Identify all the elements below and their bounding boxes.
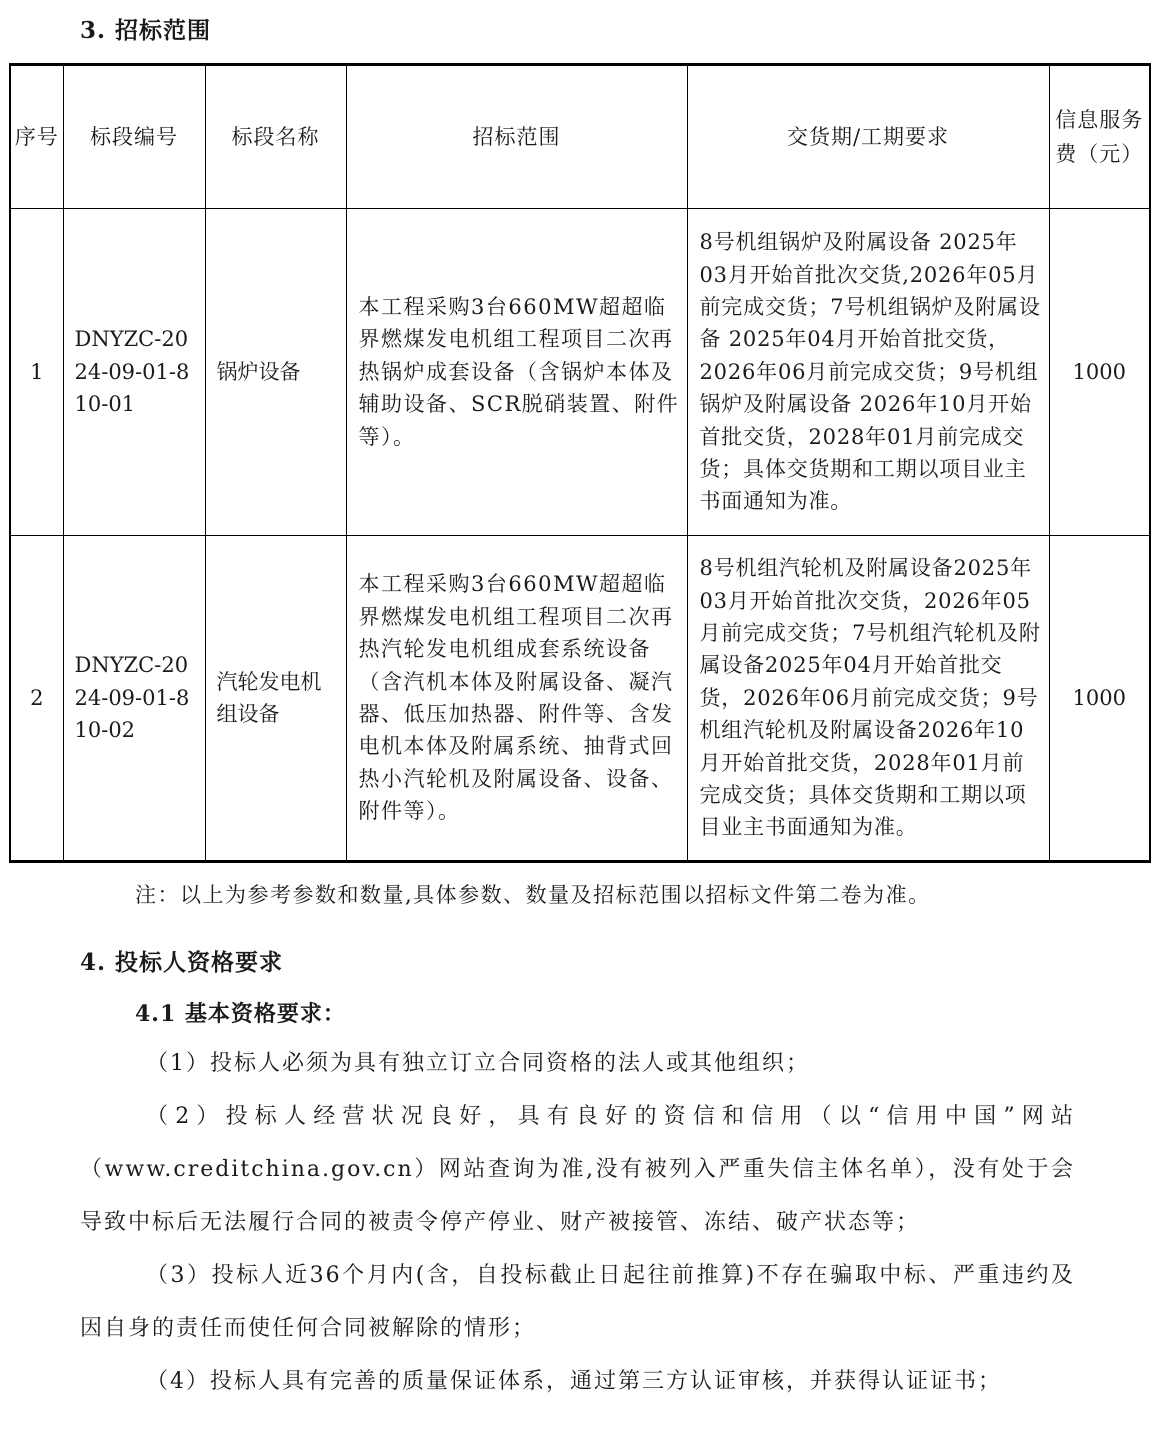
table-row [10, 209, 1150, 536]
cell-bid-scope: 本工程采购3台660MW超超临界燃煤发电机组工程项目二次再热汽轮发电机组成套系统设备（含汽机本体及附属设备、凝汽器、低压加热器、附件等、含发电机本体及附属系统、抽背式回热小汽轮机及附属设备、设备、附件等）。 [346, 536, 687, 862]
header-delivery: 交货期/工期要求 [687, 65, 1049, 209]
header-bid-scope: 招标范围 [346, 65, 687, 209]
table-header-row [10, 65, 1150, 209]
qualification-item-4: （4）投标人具有完善的质量保证体系，通过第三方认证审核，并获得认证证书； [146, 1369, 1002, 1394]
cell-seq: 1 [10, 209, 63, 536]
cell-seq: 2 [10, 536, 63, 862]
header-section-name: 标段名称 [205, 65, 346, 209]
cell-delivery: 8号机组锅炉及附属设备 2025年03月开始首批次交货,2026年05月前完成交货；7号机组锅炉及附属设备 2025年04月开始首批交货，2026年06月前完成交货；9号机组锅炉及附属设备 2026年10月开始首批交货，2028年01月前完成交货；具体交货期和工期以项目业主书面通知为准。 [687, 209, 1049, 536]
header-service-fee: 信息服务费（元） [1049, 65, 1150, 209]
qualification-item-2: （2）投标人经营状况良好，具有良好的资信和信用（以“信用中国”网站（www.creditchina.gov.cn）网站查询为准,没有被列入严重失信主体名单），没有处于会导致中标后无法履行合同的被责令停产停业、财产被接管、冻结、破产状态等； [80, 1104, 1075, 1235]
table-note: 注：以上为参考参数和数量,具体参数、数量及招标范围以招标文件第二卷为准。 [135, 883, 931, 907]
table-row [10, 536, 1150, 862]
section-heading-qualification: 4. 投标人资格要求 [80, 949, 284, 976]
cell-delivery: 8号机组汽轮机及附属设备2025年03月开始首批次交货，2026年05月前完成交货；7号机组汽轮机及附属设备2025年04月开始首批交货，2026年06月前完成交货；9号机组汽轮机及附属设备2026年10月开始首批交货，2028年01月前完成交货；具体交货期和工期以项目业主书面通知为准。 [687, 536, 1049, 862]
cell-section-name: 锅炉设备 [205, 209, 346, 536]
cell-bid-scope: 本工程采购3台660MW超超临界燃煤发电机组工程项目二次再热锅炉成套设备（含锅炉本体及辅助设备、SCR脱硝装置、附件等）。 [346, 209, 687, 536]
qualification-item-1: （1）投标人必须为具有独立订立合同资格的法人或其他组织； [146, 1051, 810, 1076]
header-section-code: 标段编号 [63, 65, 205, 209]
cell-service-fee: 1000 [1049, 209, 1150, 536]
cell-section-name: 汽轮发电机组设备 [205, 536, 346, 862]
header-seq: 序号 [10, 65, 63, 209]
subsection-heading-basic-qualification: 4.1 基本资格要求： [135, 1001, 346, 1027]
qualification-item-3: （3）投标人近36个月内(含，自投标截止日起往前推算)不存在骗取中标、严重违约及因自身的责任而使任何合同被解除的情形； [80, 1263, 1075, 1341]
bid-scope-table [9, 63, 1151, 863]
cell-section-code: DNYZC-2024-09-01-810-02 [63, 536, 205, 862]
cell-section-code: DNYZC-2024-09-01-810-01 [63, 209, 205, 536]
section-heading-bid-scope: 3. 招标范围 [80, 17, 212, 44]
cell-service-fee: 1000 [1049, 536, 1150, 862]
